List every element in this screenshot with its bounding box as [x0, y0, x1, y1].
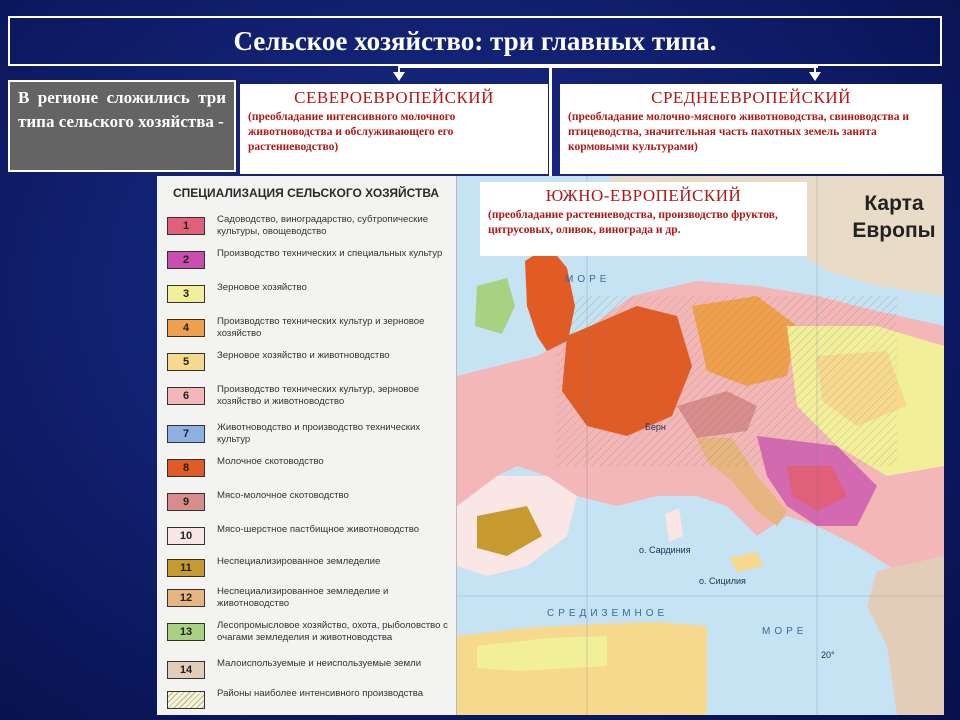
legend-swatch: 5 [167, 353, 205, 371]
city-label-bern: Берн [645, 422, 666, 432]
legend-item [167, 456, 457, 488]
legend-item [167, 350, 457, 382]
connector-center-stem [549, 66, 552, 186]
island-label-sicily: о. Сицилия [699, 576, 746, 586]
europe-map-graphic [457, 176, 944, 715]
legend-item [167, 556, 457, 588]
legend-swatch: 1 [167, 217, 205, 235]
legend-item [167, 316, 457, 348]
legend-label: Животноводство и производство технических культур [217, 422, 421, 445]
legend-swatch: 4 [167, 319, 205, 337]
legend-swatch: 11 [167, 559, 205, 577]
legend-label: Производство технических культур и зерновое хозяйство [217, 316, 425, 339]
legend-item [167, 620, 457, 652]
legend-title: СПЕЦИАЛИЗАЦИЯ СЕЛЬСКОГО ХОЗЯЙСТВА [173, 186, 440, 200]
legend-swatch: 3 [167, 285, 205, 303]
legend-label: Зерновое хозяйство [217, 282, 307, 293]
legend-label: Лесопромысловое хозяйство, охота, рыболовство с очагами земледелия и животноводства [217, 620, 448, 643]
south-european-type-box [480, 182, 807, 256]
island-label-sardinia: о. Сардиния [639, 545, 691, 555]
agriculture-map-figure [157, 176, 944, 715]
legend-item [167, 490, 457, 522]
legend-item [167, 248, 457, 280]
slide-title-box [8, 16, 942, 66]
legend-label: Производство технических культур, зерновое хозяйство и животноводство [217, 384, 420, 407]
legend-swatch: 12 [167, 589, 205, 607]
central-european-type-title: СРЕДНЕЕВРОПЕЙСКИЙ [651, 88, 851, 107]
arrow-down-icon [809, 72, 821, 81]
slide-title: Сельское хозяйство: три главных типа. [233, 25, 717, 56]
legend-swatch: 13 [167, 623, 205, 641]
legend-label: Неспециализированное земледелие и животноводство [217, 586, 389, 609]
legend-label: Районы наиболее интенсивного производства [217, 688, 424, 699]
legend-label: Производство технических и специальных культур [217, 248, 443, 259]
legend-item [167, 524, 457, 556]
legend-item [167, 688, 457, 715]
legend-hatch-swatch [167, 691, 205, 709]
map-title: Карта Европы [852, 192, 936, 242]
legend-label: Неспециализированное земледелие [217, 556, 381, 567]
map-legend [157, 176, 457, 715]
legend-swatch: 14 [167, 661, 205, 679]
north-european-type-title: СЕВЕРОЕВРОПЕЙСКИЙ [294, 88, 494, 107]
arrow-down-icon [393, 72, 405, 81]
north-european-type-box [240, 84, 548, 174]
legend-swatch: 9 [167, 493, 205, 511]
legend-label: Мясо-шерстное пастбищное животноводство [217, 524, 420, 535]
meridian-label: 20° [821, 650, 835, 660]
connector-horizontal [398, 66, 818, 68]
intro-text: В регионе сложились три типа сельского хозяйства - [18, 88, 226, 131]
legend-item [167, 214, 457, 246]
south-european-type-desc: (преобладание растениеводства, производство фруктов, цитрусовых, оливок, винограда и др. [488, 209, 778, 236]
sea-label-mediterranean: СРЕДИЗЕМНОЕ [547, 608, 669, 619]
legend-swatch: 2 [167, 251, 205, 269]
sea-label-north: МОРЕ [565, 274, 611, 285]
legend-label: Зерновое хозяйство и животноводство [217, 350, 390, 361]
south-european-type-title: ЮЖНО-ЕВРОПЕЙСКИЙ [545, 186, 742, 205]
legend-label: Малоиспользуемые и неиспользуемые земли [217, 658, 422, 669]
central-european-type-box [560, 84, 942, 174]
central-european-type-desc: (преобладание молочно-мясного животноводства, свиноводства и птицеводства, значительная часть пахотных земель занята кормовыми культурами) [568, 111, 910, 153]
legend-item [167, 658, 457, 690]
north-european-type-desc: (преобладание интенсивного молочного животноводства и обслуживающего его растениеводство) [248, 111, 456, 153]
legend-swatch: 8 [167, 459, 205, 477]
europe-map [457, 176, 944, 715]
legend-swatch: 7 [167, 425, 205, 443]
legend-label: Мясо-молочное скотоводство [217, 490, 349, 501]
sea-label-south: МОРЕ [762, 626, 808, 637]
legend-label: Садоводство, виноградарство, субтропические культуры, овощеводство [217, 214, 429, 237]
legend-item [167, 282, 457, 314]
legend-swatch: 6 [167, 387, 205, 405]
legend-swatch: 10 [167, 527, 205, 545]
legend-label: Молочное скотоводство [217, 456, 324, 467]
legend-item [167, 384, 457, 416]
legend-item [167, 586, 457, 618]
intro-box [8, 80, 236, 172]
legend-item [167, 422, 457, 454]
